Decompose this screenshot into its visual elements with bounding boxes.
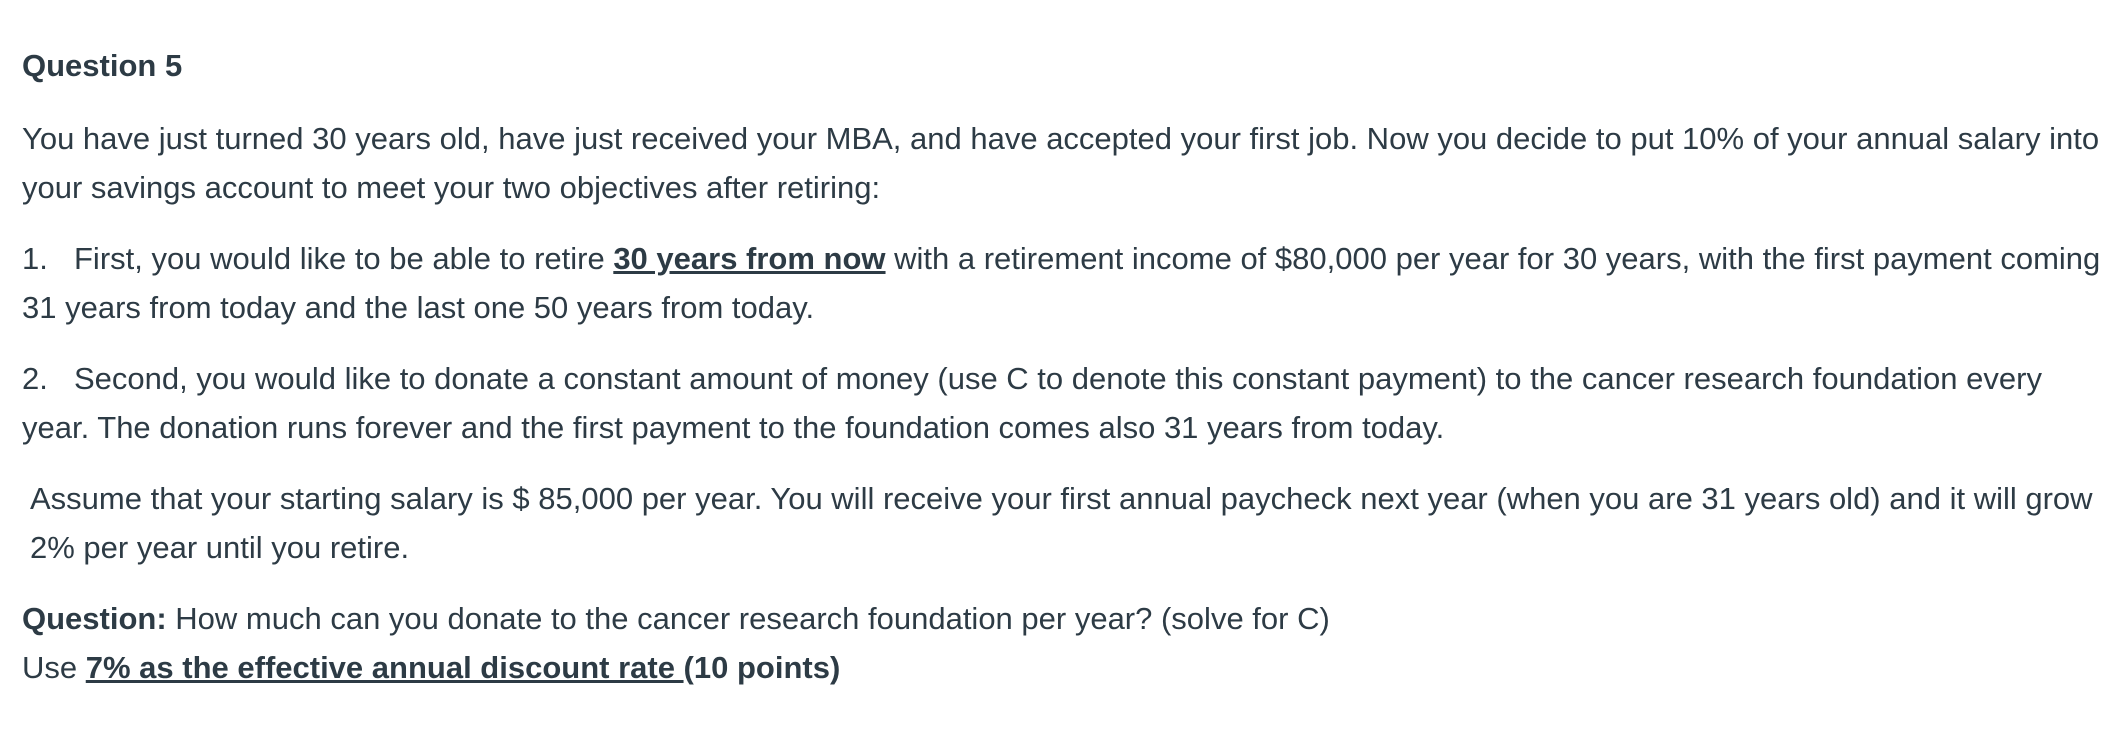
discount-rate-emphasis: 7% as the effective annual discount rate — [85, 650, 684, 685]
question-body — [22, 114, 2112, 692]
item-number: 2. — [22, 361, 48, 396]
item-text-post: with a retirement income of $80,000 per year for 30 years, with the first payment coming 31 years from today and the last one 50 years from today. — [22, 241, 2101, 325]
question-prompt — [22, 594, 2112, 692]
intro-paragraph: You have just turned 30 years old, have just received your MBA, and have accepted your first job. Now you decide to put 10% of your annual salary into your savings account to meet your two objectives after retiring: — [22, 121, 2100, 205]
item-emphasis: 30 years from now — [613, 241, 886, 276]
question-block — [22, 28, 2112, 692]
question-text: How much can you donate to the cancer research foundation per year? (solve for C) — [166, 601, 1330, 636]
item-number: 1. — [22, 241, 48, 276]
use-text: Use — [22, 650, 86, 685]
objective-item-2 — [22, 354, 2112, 452]
item-text-pre: First, you would like to be able to retire — [74, 241, 614, 276]
assumption-paragraph: Assume that your starting salary is $ 85,000 per year. You will receive your first annual paycheck next year (when you are 31 years old) and it will grow 2% per year until you retire. — [30, 481, 2093, 565]
points-label: (10 points) — [683, 650, 841, 685]
objective-item-1 — [22, 234, 2112, 332]
question-label: Question: — [22, 601, 167, 636]
question-title: Question 5 — [22, 48, 183, 83]
item-text: Second, you would like to donate a constant amount of money (use C to denote this constant payment) to the cancer research foundation every year. The donation runs forever and the first payment to the foundation comes also 31 years from today. — [22, 361, 2042, 445]
